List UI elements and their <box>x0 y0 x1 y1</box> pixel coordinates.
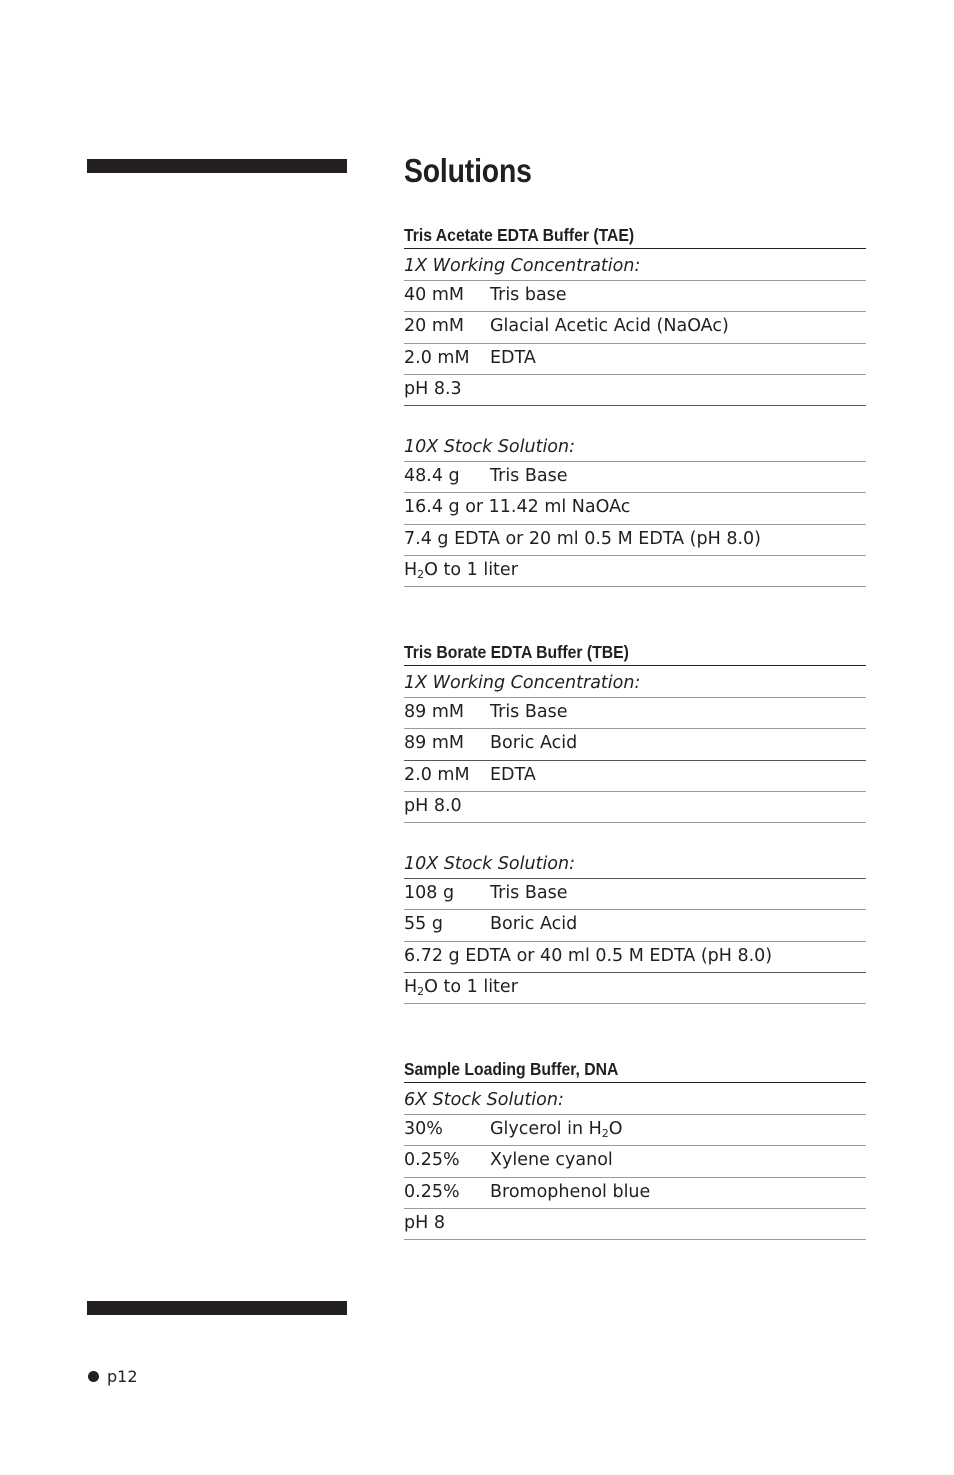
page-title: Solutions <box>404 152 532 189</box>
table-row <box>404 312 866 343</box>
amount: pH 8 <box>404 1212 445 1233</box>
section-tae <box>404 222 866 587</box>
amount: 2.0 mM <box>404 764 470 785</box>
table-row <box>404 375 866 406</box>
page-footer <box>88 1367 138 1386</box>
amount: 7.4 g EDTA or 20 ml 0.5 M EDTA (pH 8.0) <box>404 528 761 549</box>
table-row <box>404 942 866 973</box>
table-row <box>404 1178 866 1209</box>
section-loading-buffer <box>404 1056 866 1240</box>
component: Boric Acid <box>490 914 578 935</box>
table-row <box>404 761 866 792</box>
amount: 40 mM <box>404 285 464 305</box>
page-number: p12 <box>107 1367 138 1386</box>
amount: 89 mM <box>404 733 464 754</box>
amount: 20 mM <box>404 316 464 337</box>
table-row-water <box>404 973 866 1004</box>
component: Glacial Acetic Acid (NaOAc) <box>490 316 729 337</box>
table-row <box>404 1115 866 1146</box>
component: EDTA <box>490 347 536 368</box>
table-row <box>404 879 866 910</box>
top-rule-bar <box>87 159 347 173</box>
component: Tris Base <box>490 883 568 904</box>
water-text: $H_2O$ to 1 liter <box>404 977 518 999</box>
table-row <box>404 344 866 375</box>
component <box>490 792 866 822</box>
section-heading: Sample Loading Buffer, DNA <box>404 1056 866 1083</box>
amount: 55 g <box>404 914 443 935</box>
component <box>490 1209 866 1239</box>
table-row <box>404 792 866 823</box>
component <box>761 525 866 555</box>
table-row <box>404 910 866 941</box>
table-row <box>404 525 866 556</box>
stock-solution-label: 6X Stock Solution: <box>404 1083 866 1115</box>
stock-solution-label: 10X Stock Solution: <box>404 847 866 879</box>
component: Tris base <box>490 285 567 305</box>
table-row <box>404 1209 866 1240</box>
working-concentration-label: 1X Working Concentration: <box>404 666 866 698</box>
component: Bromophenol blue <box>490 1181 651 1202</box>
amount: 108 g <box>404 883 455 904</box>
amount: 6.72 g EDTA or 40 ml 0.5 M EDTA (pH 8.0) <box>404 945 773 966</box>
component: Boric Acid <box>490 733 578 754</box>
component: Tris Base <box>490 702 568 722</box>
component: Xylene cyanol <box>490 1150 613 1171</box>
amount: 89 mM <box>404 702 464 722</box>
stock-solution-label: 10X Stock Solution: <box>404 430 866 462</box>
amount: 0.25% <box>404 1181 460 1202</box>
component <box>490 375 866 405</box>
water-text: $H_2O$ to 1 liter <box>404 560 518 582</box>
table-row <box>404 698 866 729</box>
bullet-icon <box>88 1371 99 1382</box>
working-concentration-label: 1X Working Concentration: <box>404 249 866 281</box>
table-row <box>404 1146 866 1177</box>
table-row <box>404 729 866 760</box>
amount: pH 8.3 <box>404 378 462 399</box>
amount: 2.0 mM <box>404 347 470 368</box>
table-row <box>404 462 866 493</box>
bottom-rule-bar <box>87 1301 347 1315</box>
section-heading: Tris Borate EDTA Buffer (TBE) <box>404 639 866 666</box>
component: Tris Base <box>490 466 568 487</box>
component <box>772 942 866 972</box>
amount: 30% <box>404 1119 443 1139</box>
amount: pH 8.0 <box>404 795 462 816</box>
component: Glycerol in $H_2O$ <box>490 1119 623 1140</box>
amount: 0.25% <box>404 1150 460 1171</box>
section-heading: Tris Acetate EDTA Buffer (TAE) <box>404 222 866 249</box>
component: EDTA <box>490 764 536 785</box>
section-tbe <box>404 639 866 1004</box>
table-row-water <box>404 556 866 587</box>
amount: 48.4 g <box>404 466 460 487</box>
component <box>630 493 866 523</box>
table-row <box>404 281 866 312</box>
amount: 16.4 g or 11.42 ml NaOAc <box>404 497 631 518</box>
table-row <box>404 493 866 524</box>
